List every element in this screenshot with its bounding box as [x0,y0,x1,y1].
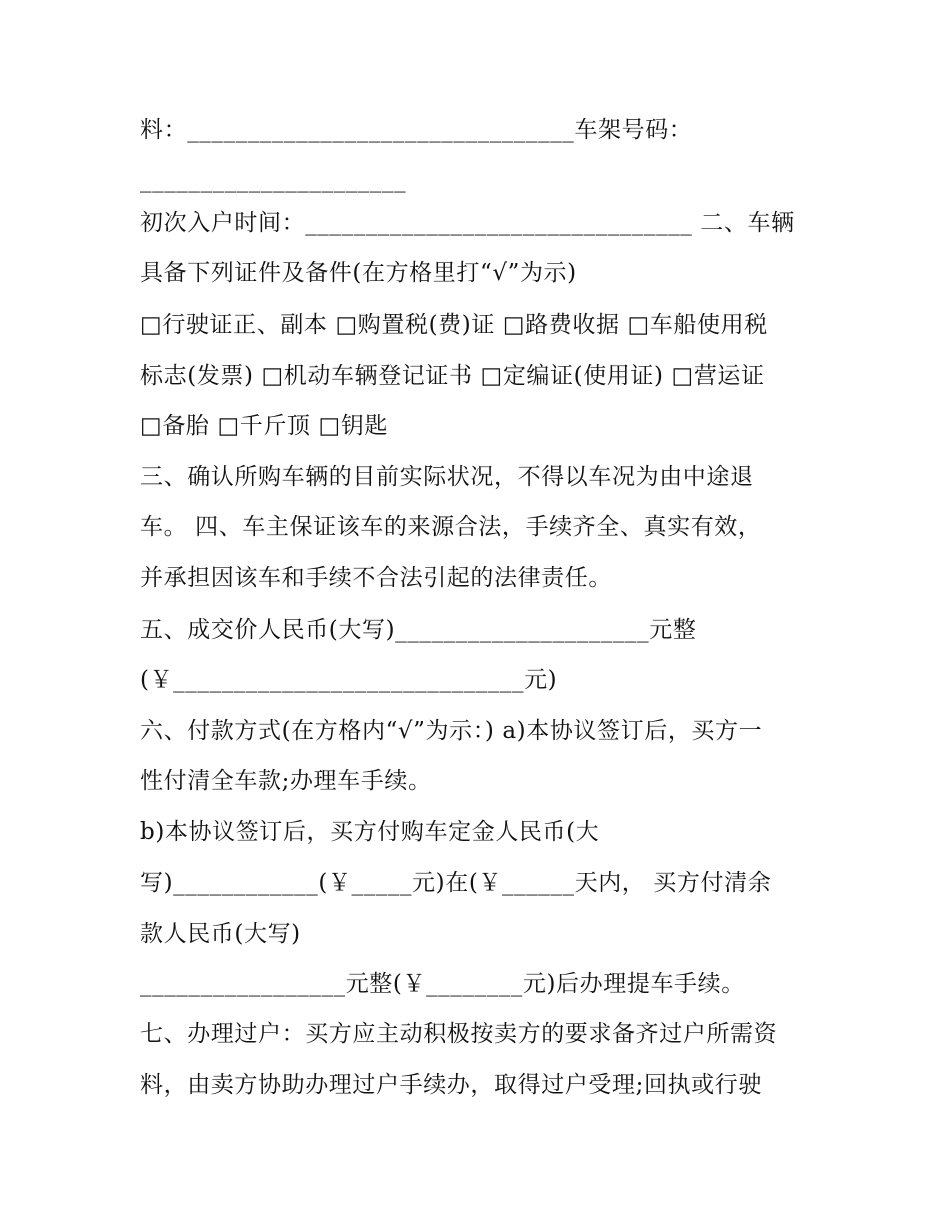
text-line: b)本协议签订后，买方付购车定金人民币(大 [140,819,600,845]
text-line: ______________________ [140,167,407,193]
text-line: 标志(发票) □机动车辆登记证书 □定编证(使用证) □营运证 [140,363,765,389]
text-line: 料，由卖方协助办理过户手续办，取得过户受理;回执或行驶 [140,1072,762,1098]
text-line: (￥_____________________________元) [140,667,558,693]
text-line: 五、成交价人民币(大写)_____________________元整 [140,617,697,643]
text-line: 初次入户时间：________________________________ 二、车辆 [140,210,795,236]
text-line: 款人民币(大写) [140,921,301,947]
text-line: 六、付款方式(在方格内“√”为示：) a)本协议签订后，买方一 [140,718,763,744]
text-line: □行驶证正、副本 □购置税(费)证 □路费收据 □车船使用税 [140,312,768,338]
text-line: _________________元整(￥________元)后办理提车手续。 [140,971,745,997]
text-line: 具备下列证件及备件(在方格里打“√”为示) [140,260,577,286]
text-line: 车。 四、车主保证该车的来源合法，手续齐全、真实有效， [140,514,762,540]
text-line: 三、确认所购车辆的目前实际状况，不得以车况为由中途退 [140,464,754,490]
text-line: 并承担因该车和手续不合法引起的法律责任。 [140,565,612,591]
text-line: □备胎 □千斤顶 □钥匙 [140,413,389,439]
text-line: 写)____________(￥_____元)在(￥______天内， 买方付清余 [140,870,772,896]
text-line: 性付清全车款;办理车手续。 [140,768,432,794]
text-line: 七、办理过户：买方应主动积极按卖方的要求备齐过户所需资 [140,1021,778,1047]
text-line: 料：________________________________车架号码： [140,117,693,143]
